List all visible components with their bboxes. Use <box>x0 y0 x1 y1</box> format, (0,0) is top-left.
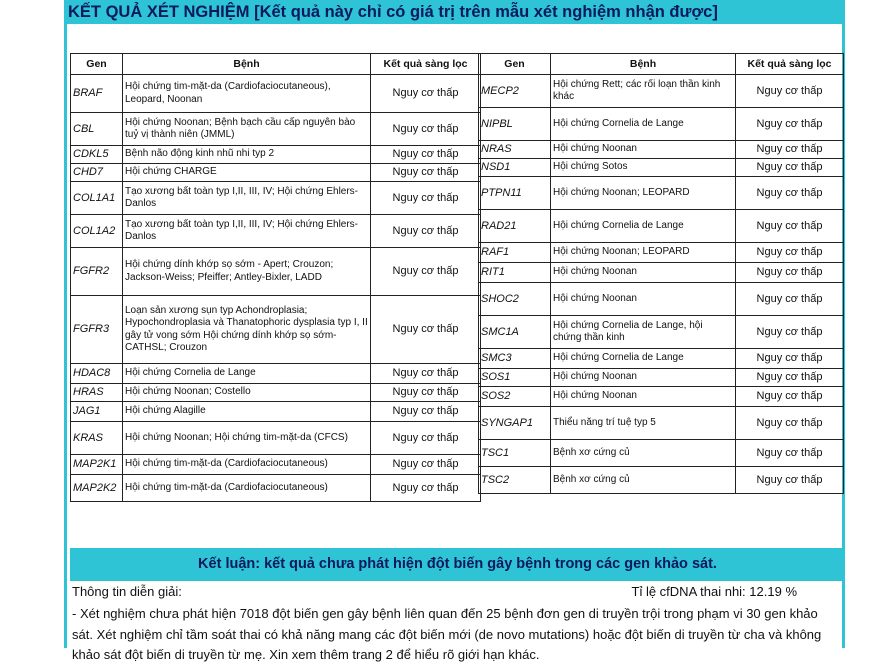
gene-cell: NIPBL <box>479 108 551 141</box>
gene-cell: CBL <box>71 113 123 146</box>
result-cell: Nguy cơ thấp <box>371 296 481 364</box>
disease-cell: Hội chứng Noonan <box>551 387 736 407</box>
table-row <box>71 455 481 475</box>
header-disease: Bệnh <box>551 54 736 75</box>
disease-cell: Hội chứng tim-mặt-da (Cardiofaciocutaneous) <box>123 455 371 475</box>
disease-cell: Bệnh xơ cứng củ <box>551 467 736 494</box>
gene-cell: TSC2 <box>479 467 551 494</box>
table-row <box>479 159 844 177</box>
disease-cell: Hội chứng Noonan; Hội chứng tim-mặt-da (CFCS) <box>123 422 371 455</box>
disease-cell: Hội chứng CHARGE <box>123 164 371 182</box>
table-row <box>71 402 481 422</box>
table-row <box>71 182 481 215</box>
gene-cell: NRAS <box>479 141 551 159</box>
interpretation-label: Thông tin diễn giải: <box>72 584 182 599</box>
disease-cell: Hội chứng tim-mặt-da (Cardiofaciocutaneous), Leopard, Noonan <box>123 75 371 113</box>
result-cell: Nguy cơ thấp <box>736 141 844 159</box>
table-row <box>479 177 844 210</box>
result-cell: Nguy cơ thấp <box>736 75 844 108</box>
interpretation-text: - Xét nghiệm chưa phát hiện 7018 đột biến gen gây bệnh liên quan đến 25 bệnh đơn gen di truyền trội trong phạm vi 30 gen khảo sát. Xét nghiệm chỉ tầm soát thai có khả năng mang các đột biến mới (de novo mutations) hoặc đột biến di truyền từ cha và không khảo sát đột biến di truyền từ mẹ. Xin xem thêm trang 2 để hiểu rõ giới hạn khác. <box>72 606 822 662</box>
table-row <box>479 243 844 263</box>
disease-cell: Hội chứng Cornelia de Lange <box>551 210 736 243</box>
gene-cell: HRAS <box>71 384 123 402</box>
report-title: KẾT QUẢ XÉT NGHIỆM [Kết quả này chỉ có giá trị trên mẫu xét nghiệm nhận được] <box>64 0 845 24</box>
gene-cell: MAP2K2 <box>71 475 123 502</box>
table-row <box>479 369 844 387</box>
disease-cell: Thiểu năng trí tuệ typ 5 <box>551 407 736 440</box>
gene-cell: HDAC8 <box>71 364 123 384</box>
header-gene: Gen <box>71 54 123 75</box>
disease-cell: Hội chứng Sotos <box>551 159 736 177</box>
disease-cell: Hội chứng Noonan; LEOPARD <box>551 243 736 263</box>
result-cell: Nguy cơ thấp <box>371 113 481 146</box>
table-row <box>479 210 844 243</box>
gene-cell: FGFR3 <box>71 296 123 364</box>
gene-cell: FGFR2 <box>71 248 123 296</box>
report-box <box>64 24 845 662</box>
table-header-row <box>71 54 481 75</box>
gene-cell: SHOC2 <box>479 283 551 316</box>
table-row <box>479 75 844 108</box>
result-cell: Nguy cơ thấp <box>371 364 481 384</box>
cfdna-label: Tỉ lệ cfDNA thai nhi: <box>631 584 746 599</box>
header-result: Kết quả sàng lọc <box>371 54 481 75</box>
disease-cell: Hội chứng Noonan; LEOPARD <box>551 177 736 210</box>
gene-cell: JAG1 <box>71 402 123 422</box>
gene-cell: SYNGAP1 <box>479 407 551 440</box>
disease-cell: Bệnh não động kinh nhũ nhi typ 2 <box>123 146 371 164</box>
disease-cell: Hội chứng Noonan <box>551 283 736 316</box>
table-row <box>71 146 481 164</box>
table-header-row <box>479 54 844 75</box>
header-result: Kết quả sàng lọc <box>736 54 844 75</box>
gene-cell: COL1A2 <box>71 215 123 248</box>
gene-cell: RAF1 <box>479 243 551 263</box>
table-row <box>479 387 844 407</box>
table-row <box>479 141 844 159</box>
disease-cell: Hội chứng Noonan <box>551 263 736 283</box>
table-row <box>71 475 481 502</box>
result-cell: Nguy cơ thấp <box>736 440 844 467</box>
result-cell: Nguy cơ thấp <box>371 75 481 113</box>
gene-cell: RAD21 <box>479 210 551 243</box>
disease-cell: Hội chứng Noonan; Bệnh bạch cầu cấp nguyên bào tuỷ vị thành niên (JMML) <box>123 113 371 146</box>
disease-cell: Loạn sản xương sụn typ Achondroplasia; Hypochondroplasia và Thanatophoric dysplasia typ I, II gây tử vong sớm Hội chứng dính khớp sọ sớm-CATHSL; Crouzon <box>123 296 371 364</box>
gene-cell: TSC1 <box>479 440 551 467</box>
result-cell: Nguy cơ thấp <box>371 475 481 502</box>
cfdna-ratio <box>632 582 797 603</box>
result-cell: Nguy cơ thấp <box>736 263 844 283</box>
result-cell: Nguy cơ thấp <box>736 177 844 210</box>
table-row <box>71 75 481 113</box>
disease-cell: Bệnh xơ cứng củ <box>551 440 736 467</box>
table-row <box>71 113 481 146</box>
gene-cell: CDKL5 <box>71 146 123 164</box>
gene-cell: BRAF <box>71 75 123 113</box>
result-cell: Nguy cơ thấp <box>736 159 844 177</box>
result-cell: Nguy cơ thấp <box>371 455 481 475</box>
result-cell: Nguy cơ thấp <box>736 316 844 349</box>
gene-cell: RIT1 <box>479 263 551 283</box>
table-row <box>71 215 481 248</box>
disease-cell: Hội chứng Alagille <box>123 402 371 422</box>
disease-cell: Hội chứng dính khớp sọ sớm - Apert; Crouzon; Jackson-Weiss; Pfeiffer; Antley-Bixler, LADD <box>123 248 371 296</box>
disease-cell: Hội chứng Cornelia de Lange <box>123 364 371 384</box>
disease-cell: Hội chứng Noonan <box>551 141 736 159</box>
gene-cell: KRAS <box>71 422 123 455</box>
gene-cell: SOS2 <box>479 387 551 407</box>
table-row <box>479 407 844 440</box>
gene-cell: MECP2 <box>479 75 551 108</box>
disease-cell: Tạo xương bất toàn typ I,II, III, IV; Hội chứng Ehlers-Danlos <box>123 182 371 215</box>
result-cell: Nguy cơ thấp <box>736 349 844 369</box>
result-cell: Nguy cơ thấp <box>371 384 481 402</box>
header-gene: Gen <box>479 54 551 75</box>
table-row <box>479 467 844 494</box>
result-cell: Nguy cơ thấp <box>371 248 481 296</box>
report-page <box>64 0 845 662</box>
gene-cell: CHD7 <box>71 164 123 182</box>
cfdna-value: 12.19 % <box>749 584 797 599</box>
result-cell: Nguy cơ thấp <box>736 210 844 243</box>
disease-cell: Hội chứng Cornelia de Lange <box>551 108 736 141</box>
disease-cell: Hội chứng Cornelia de Lange, hội chứng thần kinh <box>551 316 736 349</box>
result-cell: Nguy cơ thấp <box>371 182 481 215</box>
interpretation-section <box>70 581 845 672</box>
result-cell: Nguy cơ thấp <box>371 422 481 455</box>
result-cell: Nguy cơ thấp <box>736 467 844 494</box>
gene-table-right <box>478 53 844 494</box>
result-cell: Nguy cơ thấp <box>371 402 481 422</box>
table-row <box>71 384 481 402</box>
table-row <box>71 248 481 296</box>
gene-cell: COL1A1 <box>71 182 123 215</box>
table-row <box>71 364 481 384</box>
table-row <box>479 349 844 369</box>
gene-cell: SMC3 <box>479 349 551 369</box>
result-cell: Nguy cơ thấp <box>371 164 481 182</box>
gene-cell: MAP2K1 <box>71 455 123 475</box>
result-cell: Nguy cơ thấp <box>736 243 844 263</box>
gene-cell: NSD1 <box>479 159 551 177</box>
conclusion-band: Kết luận: kết quả chưa phát hiện đột biến gây bệnh trong các gen khảo sát. <box>70 548 845 581</box>
table-row <box>479 283 844 316</box>
result-cell: Nguy cơ thấp <box>736 407 844 440</box>
gene-cell: SMC1A <box>479 316 551 349</box>
disease-cell: Hội chứng Noonan <box>551 369 736 387</box>
disease-cell: Hội chứng Noonan; Costello <box>123 384 371 402</box>
result-cell: Nguy cơ thấp <box>736 283 844 316</box>
result-cell: Nguy cơ thấp <box>736 387 844 407</box>
disease-cell: Tạo xương bất toàn typ I,II, III, IV; Hội chứng Ehlers-Danlos <box>123 215 371 248</box>
result-cell: Nguy cơ thấp <box>371 146 481 164</box>
gene-cell: SOS1 <box>479 369 551 387</box>
result-cell: Nguy cơ thấp <box>371 215 481 248</box>
table-row <box>71 422 481 455</box>
table-row <box>479 263 844 283</box>
table-row <box>71 296 481 364</box>
disease-cell: Hội chứng Cornelia de Lange <box>551 349 736 369</box>
table-row <box>479 440 844 467</box>
result-cell: Nguy cơ thấp <box>736 369 844 387</box>
table-row <box>479 108 844 141</box>
gene-table-left <box>70 53 481 502</box>
table-row <box>479 316 844 349</box>
table-row <box>71 164 481 182</box>
gene-cell: PTPN11 <box>479 177 551 210</box>
disease-cell: Hội chứng tim-mặt-da (Cardiofaciocutaneous) <box>123 475 371 502</box>
result-cell: Nguy cơ thấp <box>736 108 844 141</box>
header-disease: Bệnh <box>123 54 371 75</box>
disease-cell: Hội chứng Rett; các rối loạn thần kinh khác <box>551 75 736 108</box>
